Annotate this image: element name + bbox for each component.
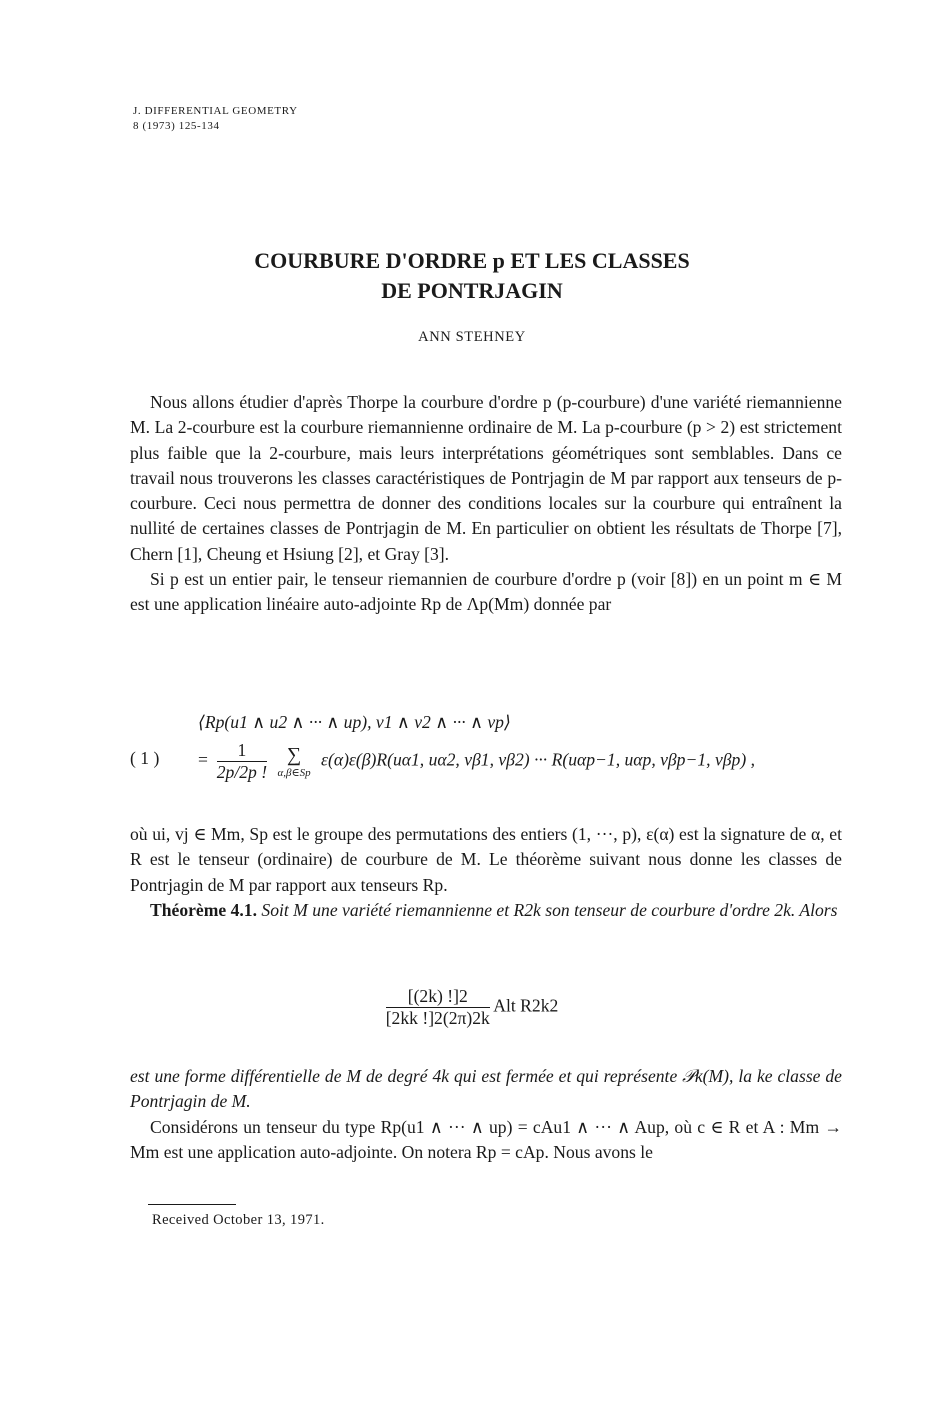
footnote: Received October 13, 1971. [152,1212,325,1228]
summation-index: α,β∈Sp [277,766,311,779]
summation [277,744,310,780]
paragraph-1: Nous allons étudier d'après Thorpe la courbure d'ordre p (p-courbure) d'une variété riemannienne M. La 2-courbure est la courbure riemannienne ordinaire de M. La p-courbure (p > 2) est strictement plus faible que la 2-courbure, mais leurs interprétations géométriques sont semblables. Dans ce travail nous trouverons les classes caractéristiques de Pontrjagin de M par rapport aux tenseurs de p-courbure. Ceci nous permettra de donner des conditions locales sur la courbure qui entraînent la nullité de certaines classes de Pontrjagin de M. En particulier on obtient les résultats de Thorpe [7], Chern [1], Cheung et Hsiung [2], et Gray [3]. [130,392,842,564]
equation-line-1: ⟨Rp(u1 ∧ u2 ∧ ··· ∧ up), v1 ∧ v2 ∧ ··· ∧ vp⟩ [198,712,511,732]
middle-block [130,822,842,923]
paragraph-3: où ui, vj ∈ Mm, Sp est le groupe des permutations des entiers (1, ···, p), ε(α) est la signature de α, et R est le tenseur (ordinaire) de courbure de M. Le théorème suivant nous donne les classes de Pontrjagin de M par rapport aux tenseurs Rp. [130,824,842,895]
paper-title [0,246,944,306]
fraction-denominator: 2p/2p ! [216,762,268,782]
theorem [130,898,842,923]
paragraph-2: Si p est un entier pair, le tenseur riemannien de courbure d'ordre p (voir [8]) en un point m ∈ M est une application linéaire auto-adjointe Rp de Λp(Mm) donnée par [130,569,842,615]
display-expression: Alt R2k2 [493,995,559,1016]
theorem-statement: Soit M une variété riemannienne et R2k son tenseur de courbure d'ordre 2k. Alors [261,899,838,920]
journal-name: J. DIFFERENTIAL GEOMETRY [133,105,298,117]
author: ANN STEHNEY [418,329,526,345]
journal-volume: 8 (1973) 125-134 [133,120,220,132]
theorem-label: Théorème 4.1. [150,899,257,920]
equals-sign: = [198,749,213,770]
intro-block [130,390,842,618]
final-block [130,1064,842,1165]
journal-header [133,104,298,134]
display-formula [0,986,944,1029]
theorem-continuation: est une forme différentielle de M de degré 4k qui est fermée et qui représente 𝒫k(M), la ke classe de Pontrjagin de M. [130,1066,842,1112]
title-line-2: DE PONTRJAGIN [381,278,563,303]
sigma-symbol: ∑ [286,743,302,766]
title-line-1: COURBURE D'ORDRE p ET LES CLASSES [254,248,690,273]
equation-body: ε(α)ε(β)R(uα1, uα2, vβ1, vβ2) ··· R(uαp−1, uαp, vβp−1, vβp) , [321,749,755,770]
display-numerator: [(2k) !]2 [386,986,490,1008]
display-fraction [386,986,490,1029]
display-denominator: [2kk !]2(2π)2k [385,1008,490,1028]
paragraph-4: Considérons un tenseur du type Rp(u1 ∧ ··· ∧ up) = cAu1 ∧ ··· ∧ Aup, où c ∈ R et A : Mm → Mm est une application auto-adjointe. On notera Rp = cAp. Nous avons le [130,1116,842,1162]
equation-fraction [217,740,267,783]
equation-label: ( 1 ) [130,748,160,768]
fraction-numerator: 1 [217,740,267,762]
equation-line-2 [198,740,755,783]
footnote-rule [148,1204,236,1205]
